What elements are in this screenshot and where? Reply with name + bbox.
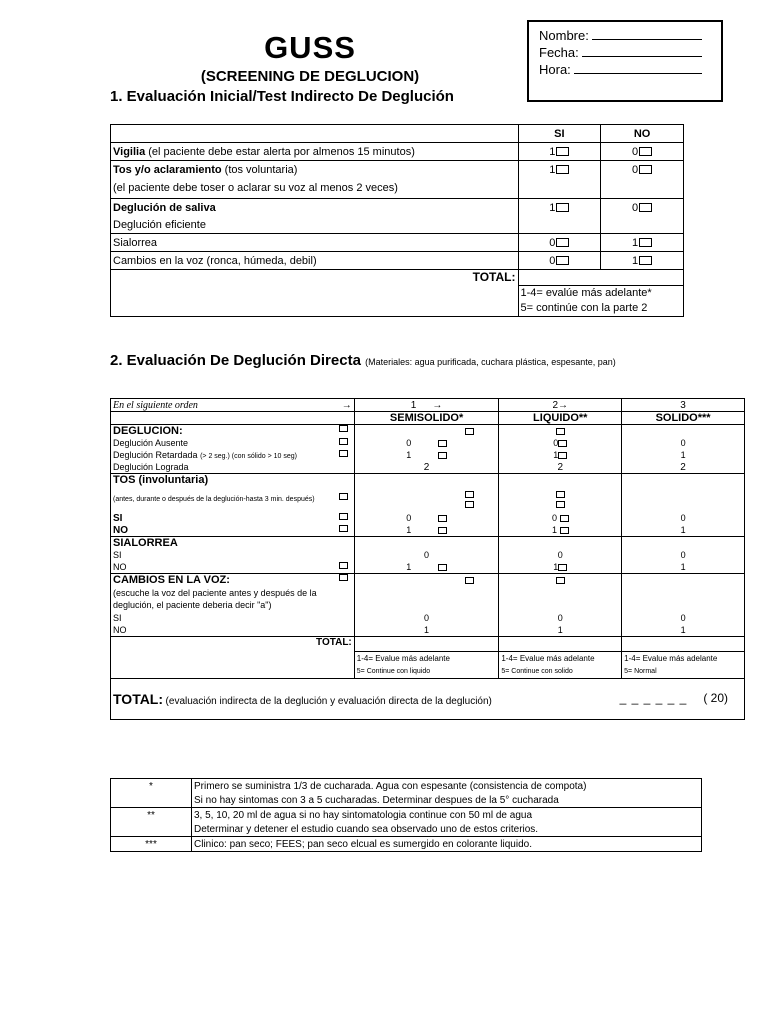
checkbox[interactable]	[556, 238, 569, 247]
total-field[interactable]	[354, 637, 499, 652]
checkbox[interactable]	[339, 493, 348, 500]
checkbox[interactable]	[639, 147, 652, 156]
fecha-label: Fecha:	[539, 45, 579, 60]
arrow-icon: →	[558, 399, 569, 411]
total-field[interactable]	[622, 637, 745, 652]
checkbox[interactable]	[560, 515, 569, 522]
note-continue: 5= continúe con la parte 2	[520, 302, 648, 314]
note-evaluate: 1-4= evalúe más adelante*	[520, 287, 652, 299]
total-label: TOTAL:	[111, 637, 355, 679]
grand-total-label: TOTAL:	[113, 691, 164, 707]
table-row: Si no hay sintomas con 3 a 5 cucharadas. Determinar despues de la 5° cucharada	[111, 793, 702, 808]
hora-label: Hora:	[539, 62, 571, 77]
table-row: (el paciente debe toser o aclarar su voz al menos 2 veces)	[111, 178, 684, 199]
checkbox[interactable]	[639, 203, 652, 212]
checkbox[interactable]	[556, 147, 569, 156]
patient-id-box	[527, 20, 723, 102]
checkbox[interactable]	[465, 501, 474, 508]
checkbox[interactable]	[339, 438, 348, 445]
checkbox[interactable]	[558, 564, 567, 571]
table-row: Determinar y detener el estudio cuando sea observado uno de estos criterios.	[111, 822, 702, 837]
checkbox[interactable]	[438, 452, 447, 459]
checkbox[interactable]	[558, 452, 567, 459]
grand-total-note: (evaluación indirecta de la deglución y evaluación directa de la deglución)	[165, 696, 492, 707]
indirect-test-table	[110, 124, 684, 317]
table-row: * Primero se suministra 1/3 de cucharada. Agua con espesante (consistencia de compota)	[111, 779, 702, 794]
col-no: NO	[601, 125, 684, 143]
form-title: GUSS	[264, 30, 356, 65]
checkbox[interactable]	[339, 450, 348, 457]
nombre-field[interactable]	[592, 29, 702, 40]
table-row: Vigilia (el paciente debe estar alerta por almenos 15 minutos) 1 0	[111, 143, 684, 161]
fecha-field[interactable]	[582, 46, 702, 57]
checkbox[interactable]	[339, 513, 348, 520]
checkbox[interactable]	[556, 256, 569, 265]
checkbox[interactable]	[560, 527, 569, 534]
checkbox[interactable]	[639, 165, 652, 174]
col-liquido: LIQUIDO**	[499, 412, 622, 425]
checkbox[interactable]	[556, 501, 565, 508]
checkbox[interactable]	[639, 238, 652, 247]
checkbox[interactable]	[556, 428, 565, 435]
footnotes-table	[110, 778, 702, 852]
total-field[interactable]	[499, 637, 622, 652]
section2-heading: 2. Evaluación De Deglución Directa (Materiales: agua purificada, cuchara plástica, espesante, pan)	[110, 352, 616, 369]
table-row: Deglución eficiente	[111, 216, 684, 234]
grand-total-max: ( 20)	[703, 691, 728, 705]
checkbox[interactable]	[556, 491, 565, 498]
col-solido: SOLIDO***	[622, 412, 745, 425]
checkbox[interactable]	[339, 425, 348, 432]
direct-test-table: En el siguiente orden → 1 → 2→ 3 SEMISOLIDO* LIQUIDO** SOLIDO*** DEGLUCION: Deglución Ausente 0 0 0 Deglución Retardada (> 2 seg.) (con sólido > 10 seg) 1 1 1 Deglución Lograda 2 2 2 TOS (involuntaria) (antes, durante o después de la deglución-hasta 3 min. después) SI 0 0 0 NO 1 1 1 SIALORREA SI 0 0 0 NO 1 1 1 CAMBIOS EN LA VOZ: (escuche la voz del paciente antes y después de la deglución, el paciente deberia decir "a") SI 0 0 0 NO 1 1 1 TOTAL: 1-4= Evalue más adelante 5= Continue con liquido 1-4= Evalue más adelante 5= Continue con solido 1-4= Evalue más adelante 5= Normal TOTAL: (evaluación indirecta de la deglución y evaluación directa de la deglución) ( 20) _ _ _ _ _ _	[110, 398, 745, 720]
total-label: TOTAL:	[472, 270, 516, 284]
form-subtitle: (SCREENING DE DEGLUCION)	[200, 68, 420, 85]
checkbox[interactable]	[465, 491, 474, 498]
checkbox[interactable]	[556, 577, 565, 584]
arrow-icon: →	[432, 399, 443, 411]
table-row: Sialorrea 0 1	[111, 234, 684, 252]
checkbox[interactable]	[438, 440, 447, 447]
materials-note: (Materiales: agua purificada, cuchara plástica, espesante, pan)	[365, 357, 616, 367]
checkbox[interactable]	[465, 428, 474, 435]
grand-total-field[interactable]: _ _ _ _ _ _	[619, 691, 688, 705]
hora-field[interactable]	[574, 63, 702, 74]
checkbox[interactable]	[438, 515, 447, 522]
col-semisolido: SEMISOLIDO*	[354, 412, 499, 425]
checkbox[interactable]	[339, 525, 348, 532]
checkbox[interactable]	[339, 562, 348, 569]
nombre-label: Nombre:	[539, 28, 589, 43]
checkbox[interactable]	[465, 577, 474, 584]
checkbox[interactable]	[438, 527, 447, 534]
table-row: ** 3, 5, 10, 20 ml de agua si no hay sintomatologia continue con 50 ml de agua	[111, 808, 702, 823]
total-field[interactable]	[518, 270, 684, 286]
checkbox[interactable]	[558, 440, 567, 447]
section1-heading: 1. Evaluación Inicial/Test Indirecto De Deglución	[110, 88, 454, 105]
checkbox[interactable]	[438, 564, 447, 571]
col-si: SI	[518, 125, 601, 143]
table-row: Deglución de saliva 1 0	[111, 199, 684, 217]
checkbox[interactable]	[339, 574, 348, 581]
table-row: Cambios en la voz (ronca, húmeda, debil) 0 1	[111, 252, 684, 270]
checkbox[interactable]	[639, 256, 652, 265]
table-row: *** Clinico: pan seco; FEES; pan seco elcual es sumergido en colorante liquido.	[111, 837, 702, 852]
checkbox[interactable]	[556, 203, 569, 212]
checkbox[interactable]	[556, 165, 569, 174]
table-row: Tos y/o aclaramiento (tos voluntaria) 1 0	[111, 161, 684, 179]
